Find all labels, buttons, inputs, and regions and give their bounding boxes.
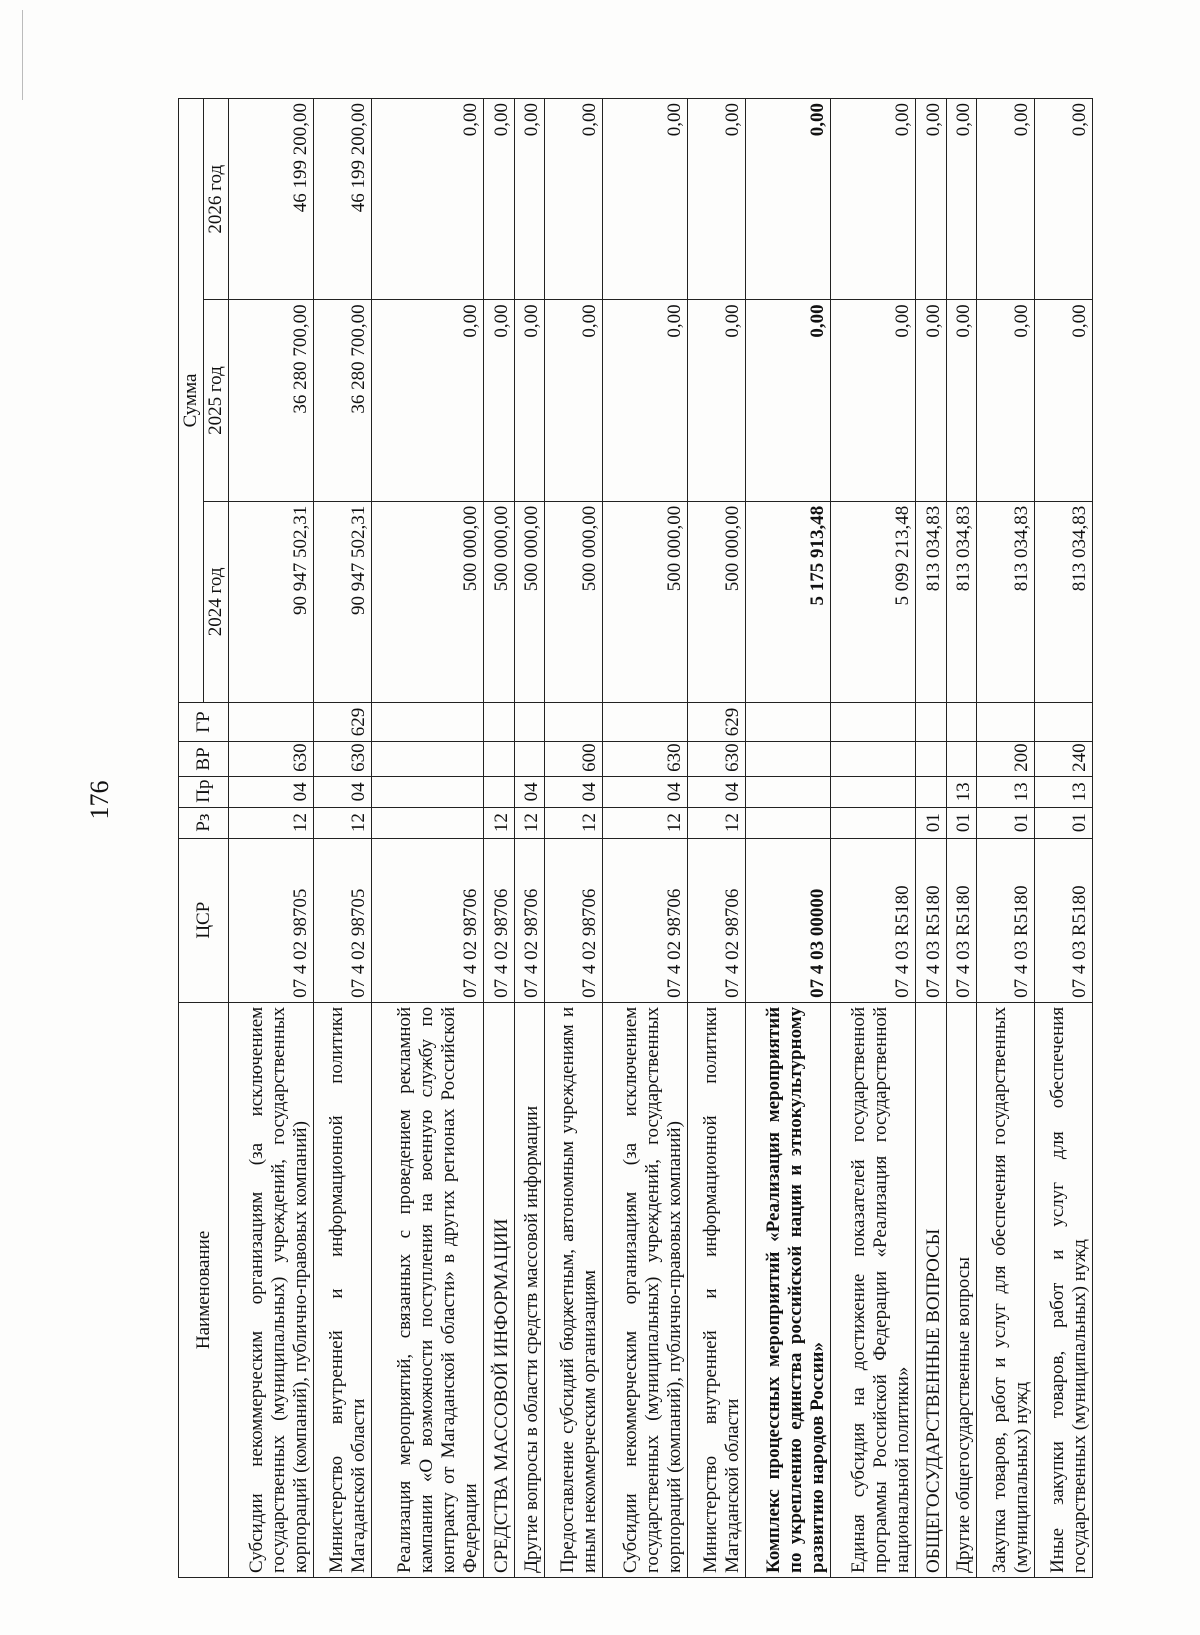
cell-name: Субсидии некоммерческим организациям (за исключением государственных (муниципальных) учреждений, государственных корпораций (компаний), публично-правовых компаний) (603, 1002, 688, 1577)
table-row (688, 99, 746, 1578)
cell-2026: 0,00 (483, 99, 514, 300)
cell-vr: 630 (603, 742, 688, 777)
cell-gr (977, 703, 1035, 742)
cell-2025: 0,00 (830, 300, 915, 501)
cell-2026: 0,00 (603, 99, 688, 300)
cell-2025: 0,00 (545, 300, 603, 501)
cell-rz: 12 (313, 807, 371, 838)
cell-2024: 500 000,00 (688, 501, 746, 702)
cell-2025: 0,00 (603, 300, 688, 501)
cell-name: Предоставление субсидий бюджетным, автономным учреждениям и иным некоммерческим организациям (545, 1002, 603, 1577)
cell-gr (915, 703, 946, 742)
header-2024: 2024 год (204, 501, 229, 702)
cell-2025: 0,00 (946, 300, 977, 501)
cell-2024: 90 947 502,31 (229, 501, 314, 702)
cell-2025: 0,00 (745, 300, 830, 501)
cell-pr (745, 776, 830, 807)
table-row (1035, 99, 1093, 1578)
cell-2026: 0,00 (545, 99, 603, 300)
table-row (229, 99, 314, 1578)
cell-csr: 07 4 03 R5180 (1035, 838, 1093, 1002)
cell-rz: 01 (977, 807, 1035, 838)
cell-csr: 07 4 02 98706 (371, 838, 483, 1002)
cell-gr (545, 703, 603, 742)
cell-csr: 07 4 02 98706 (603, 838, 688, 1002)
table-row (483, 99, 514, 1578)
cell-name: Закупка товаров, работ и услуг для обеспечения государственных (муниципальных) нужд (977, 1002, 1035, 1577)
cell-gr (514, 703, 545, 742)
cell-2025: 36 280 700,00 (313, 300, 371, 501)
cell-2026: 0,00 (514, 99, 545, 300)
cell-2025: 36 280 700,00 (229, 300, 314, 501)
cell-vr: 600 (545, 742, 603, 777)
cell-rz (745, 807, 830, 838)
cell-csr: 07 4 02 98706 (688, 838, 746, 1002)
cell-2025: 0,00 (1035, 300, 1093, 501)
cell-name: Единая субсидия на достижение показателей государственной программы Российской Федерации «Реализация государственной национальной политики» (830, 1002, 915, 1577)
table-row (830, 99, 915, 1578)
cell-2026: 0,00 (688, 99, 746, 300)
table-row (977, 99, 1035, 1578)
cell-2025: 0,00 (514, 300, 545, 501)
cell-csr: 07 4 02 98706 (483, 838, 514, 1002)
header-csr: ЦСР (179, 838, 229, 1002)
cell-pr: 04 (688, 776, 746, 807)
cell-csr: 07 4 03 R5180 (830, 838, 915, 1002)
cell-rz: 12 (545, 807, 603, 838)
cell-vr (514, 742, 545, 777)
cell-pr (915, 776, 946, 807)
cell-vr: 240 (1035, 742, 1093, 777)
cell-2024: 5 175 913,48 (745, 501, 830, 702)
cell-pr: 04 (229, 776, 314, 807)
cell-2024: 813 034,83 (915, 501, 946, 702)
cell-2024: 500 000,00 (371, 501, 483, 702)
cell-name: СРЕДСТВА МАССОВОЙ ИНФОРМАЦИИ (483, 1002, 514, 1577)
cell-rz: 12 (688, 807, 746, 838)
cell-2024: 813 034,83 (1035, 501, 1093, 702)
table-row (514, 99, 545, 1578)
cell-gr (483, 703, 514, 742)
header-2026: 2026 год (204, 99, 229, 300)
table-row (603, 99, 688, 1578)
cell-gr (745, 703, 830, 742)
cell-csr: 07 4 03 R5180 (915, 838, 946, 1002)
cell-pr: 04 (545, 776, 603, 807)
cell-gr (603, 703, 688, 742)
cell-2026: 0,00 (1035, 99, 1093, 300)
cell-pr: 04 (603, 776, 688, 807)
table-body (229, 99, 1093, 1578)
cell-csr: 07 4 02 98705 (229, 838, 314, 1002)
cell-rz: 01 (1035, 807, 1093, 838)
cell-vr (371, 742, 483, 777)
cell-rz: 01 (915, 807, 946, 838)
cell-2024: 813 034,83 (977, 501, 1035, 702)
header-rz: Рз (179, 807, 229, 838)
header-name: Наименование (179, 1002, 229, 1577)
cell-2025: 0,00 (688, 300, 746, 501)
cell-gr (1035, 703, 1093, 742)
cell-pr: 04 (514, 776, 545, 807)
cell-2025: 0,00 (977, 300, 1035, 501)
table-row (371, 99, 483, 1578)
cell-2024: 500 000,00 (603, 501, 688, 702)
cell-2026: 0,00 (745, 99, 830, 300)
cell-rz: 12 (229, 807, 314, 838)
cell-2024: 500 000,00 (545, 501, 603, 702)
table-row (313, 99, 371, 1578)
header-gr: ГР (179, 703, 229, 742)
cell-2025: 0,00 (483, 300, 514, 501)
cell-rz: 12 (483, 807, 514, 838)
cell-pr (483, 776, 514, 807)
rotated-table-wrapper (178, 98, 1093, 1578)
cell-vr: 630 (229, 742, 314, 777)
cell-name: Иные закупки товаров, работ и услуг для обеспечения государственных (муниципальных) нужд (1035, 1002, 1093, 1577)
cell-rz: 12 (514, 807, 545, 838)
cell-pr (830, 776, 915, 807)
cell-2026: 46 199 200,00 (313, 99, 371, 300)
cell-csr: 07 4 03 R5180 (946, 838, 977, 1002)
header-sum: Сумма (179, 99, 204, 703)
cell-csr: 07 4 02 98706 (514, 838, 545, 1002)
table-row (745, 99, 830, 1578)
cell-rz (371, 807, 483, 838)
cell-csr: 07 4 03 R5180 (977, 838, 1035, 1002)
table-row (545, 99, 603, 1578)
cell-pr: 04 (313, 776, 371, 807)
cell-pr: 13 (946, 776, 977, 807)
cell-name: Другие вопросы в области средств массовой информации (514, 1002, 545, 1577)
table-row (915, 99, 946, 1578)
budget-table (178, 98, 1093, 1578)
cell-name: Министерство внутренней и информационной политики Магаданской области (688, 1002, 746, 1577)
cell-2024: 90 947 502,31 (313, 501, 371, 702)
cell-gr (946, 703, 977, 742)
cell-vr: 630 (688, 742, 746, 777)
cell-vr (830, 742, 915, 777)
cell-gr (371, 703, 483, 742)
cell-2026: 46 199 200,00 (229, 99, 314, 300)
cell-2024: 813 034,83 (946, 501, 977, 702)
header-vr: ВР (179, 742, 229, 777)
cell-2024: 500 000,00 (483, 501, 514, 702)
cell-2026: 0,00 (371, 99, 483, 300)
cell-pr: 13 (1035, 776, 1093, 807)
cell-gr (830, 703, 915, 742)
header-pr: Пр (179, 776, 229, 807)
cell-name: ОБЩЕГОСУДАРСТВЕННЫЕ ВОПРОСЫ (915, 1002, 946, 1577)
cell-vr: 200 (977, 742, 1035, 777)
table-row (946, 99, 977, 1578)
cell-name: Реализация мероприятий, связанных с проведением рекламной кампании «О возможности поступления на военную службу по контракту от Магаданской области» в других регионах Российской Федерации (371, 1002, 483, 1577)
cell-2026: 0,00 (946, 99, 977, 300)
cell-2026: 0,00 (977, 99, 1035, 300)
cell-vr (745, 742, 830, 777)
cell-pr (371, 776, 483, 807)
cell-2025: 0,00 (915, 300, 946, 501)
cell-vr (483, 742, 514, 777)
cell-rz: 12 (603, 807, 688, 838)
cell-vr (915, 742, 946, 777)
cell-vr: 630 (313, 742, 371, 777)
cell-rz: 01 (946, 807, 977, 838)
cell-2024: 5 099 213,48 (830, 501, 915, 702)
cell-2026: 0,00 (830, 99, 915, 300)
scan-edge-mark (22, 10, 23, 100)
cell-name: Министерство внутренней и информационной политики Магаданской области (313, 1002, 371, 1577)
cell-gr: 629 (313, 703, 371, 742)
page-number: 176 (85, 780, 114, 820)
cell-2026: 0,00 (915, 99, 946, 300)
cell-name: Комплекс процессных мероприятий «Реализация мероприятий по укреплению единства российской нации и этнокультурному развитию народов России» (745, 1002, 830, 1577)
cell-2025: 0,00 (371, 300, 483, 501)
cell-rz (830, 807, 915, 838)
cell-name: Субсидии некоммерческим организациям (за исключением государственных (муниципальных) учреждений, государственных корпораций (компаний), публично-правовых компаний) (229, 1002, 314, 1577)
cell-csr: 07 4 02 98705 (313, 838, 371, 1002)
header-2025: 2025 год (204, 300, 229, 501)
cell-gr (229, 703, 314, 742)
cell-gr: 629 (688, 703, 746, 742)
table-header (179, 99, 229, 1578)
cell-pr: 13 (977, 776, 1035, 807)
cell-2024: 500 000,00 (514, 501, 545, 702)
cell-csr: 07 4 02 98706 (545, 838, 603, 1002)
cell-name: Другие общегосударственные вопросы (946, 1002, 977, 1577)
cell-csr: 07 4 03 00000 (745, 838, 830, 1002)
cell-vr (946, 742, 977, 777)
